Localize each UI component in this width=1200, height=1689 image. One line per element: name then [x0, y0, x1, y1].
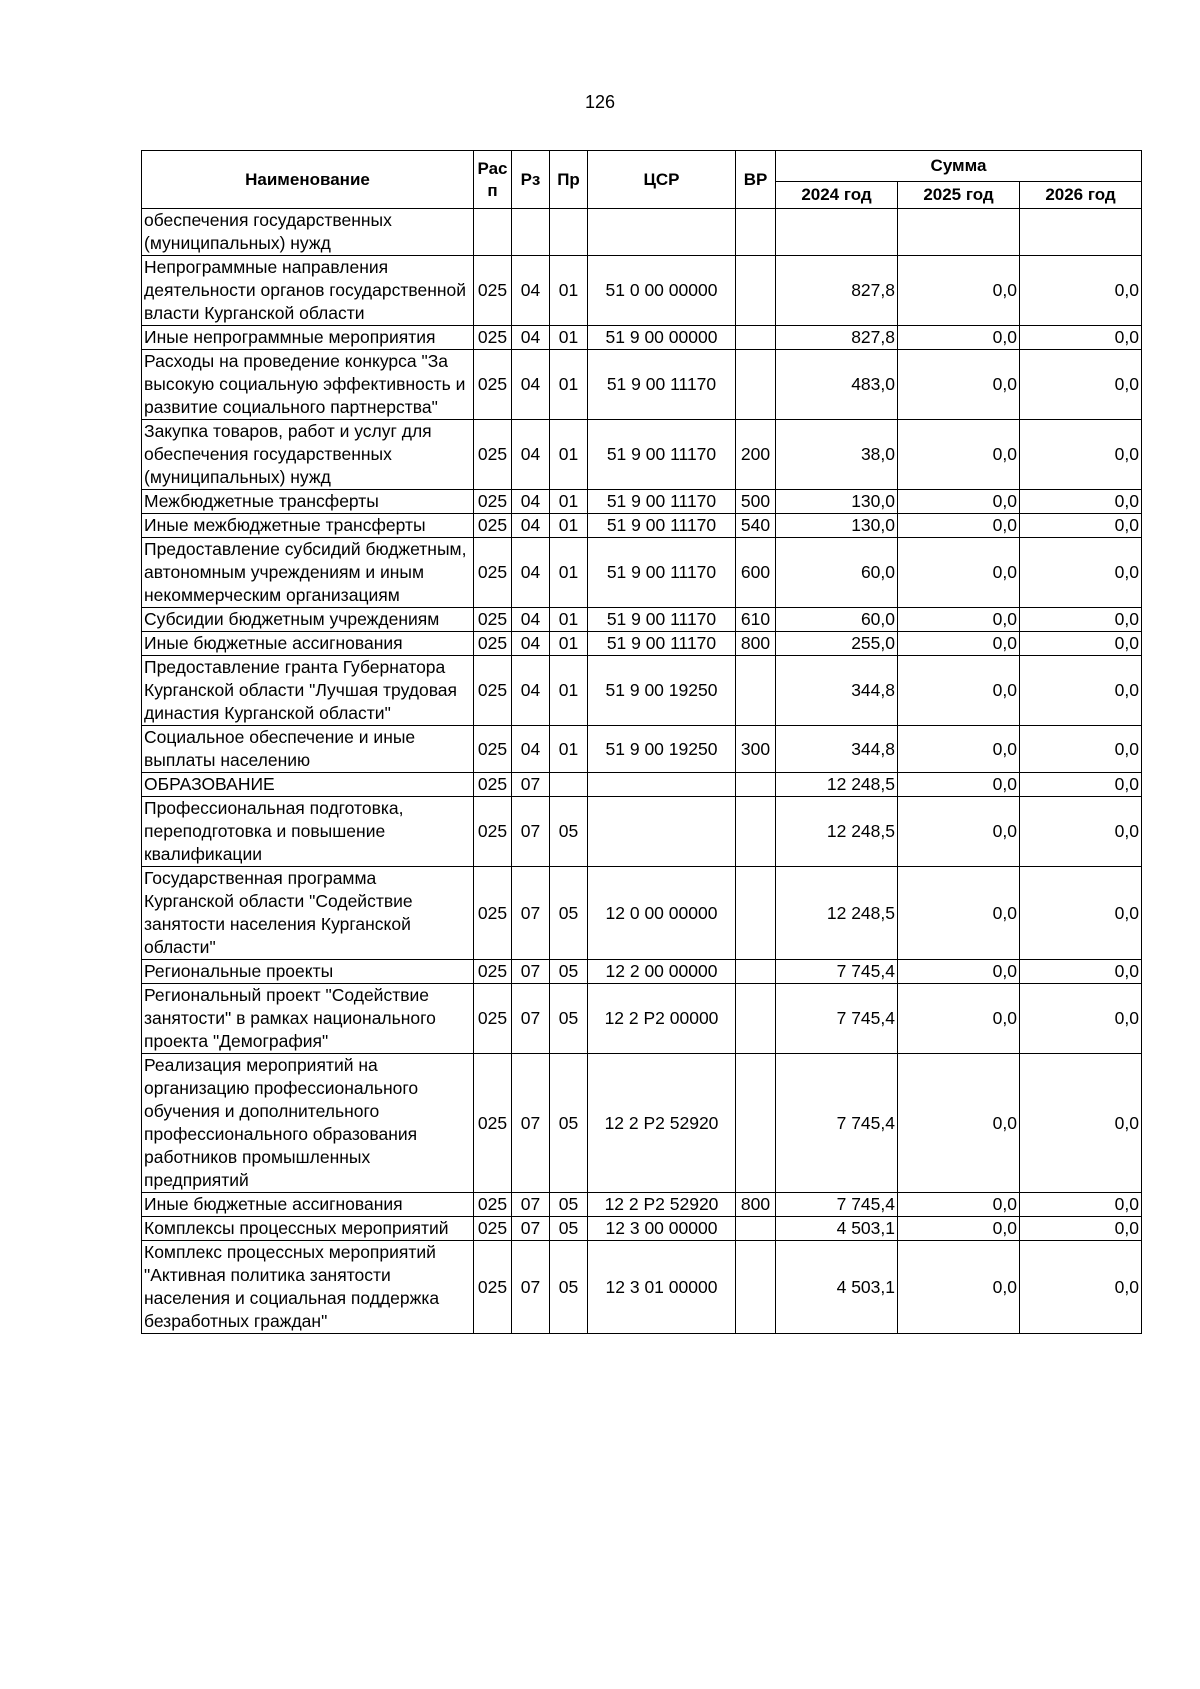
table-row — [142, 1054, 1142, 1193]
row-vr — [736, 960, 776, 984]
row-pr: 01 — [550, 256, 588, 326]
row-sum-2026: 0,0 — [1020, 960, 1142, 984]
row-pr: 01 — [550, 726, 588, 773]
row-rasp: 025 — [474, 656, 512, 726]
row-pr: 01 — [550, 514, 588, 538]
row-sum-2026: 0,0 — [1020, 350, 1142, 420]
row-name: Иные межбюджетные трансферты — [142, 514, 474, 538]
row-csr: 12 2 P2 52920 — [588, 1054, 736, 1193]
row-sum-2026: 0,0 — [1020, 538, 1142, 608]
row-pr: 05 — [550, 1217, 588, 1241]
table-row — [142, 1193, 1142, 1217]
row-name: Иные бюджетные ассигнования — [142, 1193, 474, 1217]
row-rz: 07 — [512, 773, 550, 797]
row-rz: 04 — [512, 326, 550, 350]
row-pr: 05 — [550, 1193, 588, 1217]
header-2026: 2026 год — [1020, 182, 1142, 209]
row-rz: 07 — [512, 984, 550, 1054]
row-sum-2026 — [1020, 209, 1142, 256]
table-row — [142, 632, 1142, 656]
row-name: Субсидии бюджетным учреждениям — [142, 608, 474, 632]
row-vr — [736, 1054, 776, 1193]
row-sum-2025: 0,0 — [898, 632, 1020, 656]
row-name: Закупка товаров, работ и услуг для обеспечения государственных (муниципальных) нужд — [142, 420, 474, 490]
row-sum-2026: 0,0 — [1020, 256, 1142, 326]
page-number: 126 — [584, 92, 616, 112]
row-name: Расходы на проведение конкурса "За высокую социальную эффективность и развитие социального партнерства" — [142, 350, 474, 420]
row-sum-2026: 0,0 — [1020, 514, 1142, 538]
row-vr — [736, 867, 776, 960]
row-vr: 300 — [736, 726, 776, 773]
row-csr: 51 9 00 11170 — [588, 632, 736, 656]
row-csr: 12 0 00 00000 — [588, 867, 736, 960]
header-rz: Рз — [512, 151, 550, 209]
row-name: Непрограммные направления деятельности органов государственной власти Курганской области — [142, 256, 474, 326]
row-sum-2025: 0,0 — [898, 350, 1020, 420]
row-rasp: 025 — [474, 1241, 512, 1334]
row-rz: 04 — [512, 538, 550, 608]
row-name: Предоставление субсидий бюджетным, автономным учреждениям и иным некоммерческим организациям — [142, 538, 474, 608]
row-sum-2026: 0,0 — [1020, 726, 1142, 773]
row-rz: 04 — [512, 632, 550, 656]
row-sum-2025: 0,0 — [898, 1193, 1020, 1217]
row-csr: 51 9 00 11170 — [588, 514, 736, 538]
row-sum-2024 — [776, 209, 898, 256]
row-sum-2025: 0,0 — [898, 1241, 1020, 1334]
row-sum-2025: 0,0 — [898, 1054, 1020, 1193]
table-row — [142, 538, 1142, 608]
row-pr: 01 — [550, 608, 588, 632]
row-rasp: 025 — [474, 350, 512, 420]
row-sum-2024: 344,8 — [776, 726, 898, 773]
row-pr: 01 — [550, 326, 588, 350]
row-rz: 04 — [512, 608, 550, 632]
row-csr: 12 3 00 00000 — [588, 1217, 736, 1241]
row-name: Предоставление гранта Губернатора Курганской области "Лучшая трудовая династия Курганской области" — [142, 656, 474, 726]
row-rz: 07 — [512, 1241, 550, 1334]
row-csr: 51 9 00 00000 — [588, 326, 736, 350]
row-name: Комплекс процессных мероприятий "Активная политика занятости населения и социальная поддержка безработных граждан" — [142, 1241, 474, 1334]
row-sum-2024: 60,0 — [776, 538, 898, 608]
row-rasp: 025 — [474, 1054, 512, 1193]
row-pr — [550, 773, 588, 797]
row-pr: 05 — [550, 960, 588, 984]
row-rasp: 025 — [474, 1217, 512, 1241]
header-name: Наименование — [142, 151, 474, 209]
row-vr: 800 — [736, 632, 776, 656]
row-rasp: 025 — [474, 867, 512, 960]
header-vr: ВР — [736, 151, 776, 209]
table-body — [142, 209, 1142, 1334]
budget-table — [141, 150, 1142, 1334]
row-sum-2025: 0,0 — [898, 490, 1020, 514]
row-rasp: 025 — [474, 984, 512, 1054]
header-rasp: Рас п — [474, 151, 512, 209]
row-name: Региональный проект "Содействие занятости" в рамках национального проекта "Демография" — [142, 984, 474, 1054]
row-rasp: 025 — [474, 256, 512, 326]
row-sum-2024: 7 745,4 — [776, 984, 898, 1054]
row-pr — [550, 209, 588, 256]
row-rz: 07 — [512, 1217, 550, 1241]
table-row — [142, 514, 1142, 538]
row-vr: 610 — [736, 608, 776, 632]
row-pr: 05 — [550, 1054, 588, 1193]
row-name: Иные непрограммные мероприятия — [142, 326, 474, 350]
row-sum-2026: 0,0 — [1020, 773, 1142, 797]
row-csr: 12 3 01 00000 — [588, 1241, 736, 1334]
row-sum-2026: 0,0 — [1020, 797, 1142, 867]
row-csr: 51 9 00 11170 — [588, 490, 736, 514]
row-sum-2024: 12 248,5 — [776, 867, 898, 960]
row-rz: 07 — [512, 1054, 550, 1193]
row-sum-2025: 0,0 — [898, 608, 1020, 632]
row-rasp: 025 — [474, 326, 512, 350]
row-sum-2025: 0,0 — [898, 420, 1020, 490]
row-sum-2026: 0,0 — [1020, 490, 1142, 514]
row-sum-2025: 0,0 — [898, 1217, 1020, 1241]
row-rasp: 025 — [474, 632, 512, 656]
row-vr: 200 — [736, 420, 776, 490]
row-rz: 04 — [512, 256, 550, 326]
row-sum-2025: 0,0 — [898, 960, 1020, 984]
row-sum-2026: 0,0 — [1020, 608, 1142, 632]
table-row — [142, 797, 1142, 867]
table-row — [142, 867, 1142, 960]
row-sum-2025: 0,0 — [898, 726, 1020, 773]
row-csr: 12 2 00 00000 — [588, 960, 736, 984]
row-name: Социальное обеспечение и иные выплаты населению — [142, 726, 474, 773]
row-vr — [736, 1241, 776, 1334]
row-sum-2024: 60,0 — [776, 608, 898, 632]
table-row — [142, 726, 1142, 773]
header-csr: ЦСР — [588, 151, 736, 209]
row-sum-2026: 0,0 — [1020, 656, 1142, 726]
row-sum-2024: 7 745,4 — [776, 960, 898, 984]
row-rasp: 025 — [474, 538, 512, 608]
row-rz: 04 — [512, 726, 550, 773]
table-row — [142, 960, 1142, 984]
row-sum-2025: 0,0 — [898, 984, 1020, 1054]
row-sum-2025: 0,0 — [898, 326, 1020, 350]
row-rasp: 025 — [474, 773, 512, 797]
row-sum-2024: 7 745,4 — [776, 1054, 898, 1193]
row-sum-2024: 38,0 — [776, 420, 898, 490]
row-rasp: 025 — [474, 797, 512, 867]
row-pr: 01 — [550, 656, 588, 726]
row-sum-2025: 0,0 — [898, 514, 1020, 538]
table-row — [142, 326, 1142, 350]
row-name: Межбюджетные трансферты — [142, 490, 474, 514]
row-sum-2026: 0,0 — [1020, 1193, 1142, 1217]
row-vr — [736, 350, 776, 420]
row-sum-2026: 0,0 — [1020, 632, 1142, 656]
header-sum: Сумма — [776, 151, 1142, 182]
row-sum-2024: 344,8 — [776, 656, 898, 726]
row-rz: 04 — [512, 514, 550, 538]
row-sum-2026: 0,0 — [1020, 984, 1142, 1054]
row-pr: 05 — [550, 797, 588, 867]
row-sum-2024: 130,0 — [776, 514, 898, 538]
row-name: ОБРАЗОВАНИЕ — [142, 773, 474, 797]
table-row — [142, 773, 1142, 797]
row-csr: 51 9 00 19250 — [588, 656, 736, 726]
row-vr: 500 — [736, 490, 776, 514]
row-sum-2024: 827,8 — [776, 326, 898, 350]
row-sum-2025: 0,0 — [898, 773, 1020, 797]
row-rz: 07 — [512, 797, 550, 867]
row-sum-2024: 827,8 — [776, 256, 898, 326]
table-row — [142, 1241, 1142, 1334]
row-rasp: 025 — [474, 608, 512, 632]
row-rz: 07 — [512, 867, 550, 960]
row-rz: 04 — [512, 420, 550, 490]
row-csr: 51 9 00 11170 — [588, 538, 736, 608]
row-name: Профессиональная подготовка, переподготовка и повышение квалификации — [142, 797, 474, 867]
row-sum-2025: 0,0 — [898, 656, 1020, 726]
row-sum-2026: 0,0 — [1020, 1217, 1142, 1241]
row-vr: 540 — [736, 514, 776, 538]
row-pr: 01 — [550, 632, 588, 656]
row-rasp: 025 — [474, 1193, 512, 1217]
row-sum-2025: 0,0 — [898, 797, 1020, 867]
row-name: Региональные проекты — [142, 960, 474, 984]
row-rasp: 025 — [474, 490, 512, 514]
row-csr — [588, 209, 736, 256]
row-csr — [588, 797, 736, 867]
row-csr: 51 9 00 11170 — [588, 420, 736, 490]
table-row — [142, 256, 1142, 326]
row-csr: 12 2 P2 00000 — [588, 984, 736, 1054]
row-vr — [736, 773, 776, 797]
table-row — [142, 420, 1142, 490]
row-rz: 07 — [512, 960, 550, 984]
row-sum-2026: 0,0 — [1020, 867, 1142, 960]
row-name: Комплексы процессных мероприятий — [142, 1217, 474, 1241]
row-vr — [736, 1217, 776, 1241]
row-rz: 04 — [512, 656, 550, 726]
row-rasp: 025 — [474, 420, 512, 490]
row-vr — [736, 256, 776, 326]
row-csr: 51 9 00 11170 — [588, 608, 736, 632]
row-csr: 12 2 P2 52920 — [588, 1193, 736, 1217]
row-vr: 800 — [736, 1193, 776, 1217]
row-rasp: 025 — [474, 514, 512, 538]
row-sum-2026: 0,0 — [1020, 1054, 1142, 1193]
row-sum-2024: 483,0 — [776, 350, 898, 420]
row-csr: 51 0 00 00000 — [588, 256, 736, 326]
row-name: Реализация мероприятий на организацию профессионального обучения и дополнительного профессионального образования работников промышленных предприятий — [142, 1054, 474, 1193]
row-sum-2025: 0,0 — [898, 256, 1020, 326]
table-row — [142, 656, 1142, 726]
row-csr: 51 9 00 19250 — [588, 726, 736, 773]
row-rasp: 025 — [474, 960, 512, 984]
row-vr — [736, 209, 776, 256]
row-sum-2024: 130,0 — [776, 490, 898, 514]
table-row — [142, 608, 1142, 632]
table-row — [142, 490, 1142, 514]
row-csr — [588, 773, 736, 797]
row-sum-2024: 12 248,5 — [776, 773, 898, 797]
row-sum-2025: 0,0 — [898, 538, 1020, 608]
header-pr: Пр — [550, 151, 588, 209]
row-sum-2025 — [898, 209, 1020, 256]
row-pr: 01 — [550, 350, 588, 420]
row-sum-2024: 4 503,1 — [776, 1241, 898, 1334]
table-row — [142, 350, 1142, 420]
row-pr: 01 — [550, 420, 588, 490]
row-vr — [736, 326, 776, 350]
row-name: обеспечения государственных (муниципальных) нужд — [142, 209, 474, 256]
row-sum-2024: 7 745,4 — [776, 1193, 898, 1217]
row-name: Иные бюджетные ассигнования — [142, 632, 474, 656]
row-pr: 05 — [550, 867, 588, 960]
row-name: Государственная программа Курганской области "Содействие занятости населения Курганской области" — [142, 867, 474, 960]
row-sum-2026: 0,0 — [1020, 1241, 1142, 1334]
row-pr: 05 — [550, 1241, 588, 1334]
row-sum-2026: 0,0 — [1020, 326, 1142, 350]
row-vr — [736, 656, 776, 726]
row-csr: 51 9 00 11170 — [588, 350, 736, 420]
table-row — [142, 1217, 1142, 1241]
table-row — [142, 984, 1142, 1054]
row-rasp — [474, 209, 512, 256]
row-sum-2025: 0,0 — [898, 867, 1020, 960]
row-sum-2024: 255,0 — [776, 632, 898, 656]
row-rz: 04 — [512, 350, 550, 420]
row-rz — [512, 209, 550, 256]
row-vr — [736, 797, 776, 867]
row-sum-2024: 4 503,1 — [776, 1217, 898, 1241]
table-row — [142, 209, 1142, 256]
row-vr: 600 — [736, 538, 776, 608]
row-pr: 01 — [550, 538, 588, 608]
row-sum-2026: 0,0 — [1020, 420, 1142, 490]
row-pr: 01 — [550, 490, 588, 514]
row-rz: 04 — [512, 490, 550, 514]
row-vr — [736, 984, 776, 1054]
row-rz: 07 — [512, 1193, 550, 1217]
header-2025: 2025 год — [898, 182, 1020, 209]
row-pr: 05 — [550, 984, 588, 1054]
row-rasp: 025 — [474, 726, 512, 773]
table-header — [142, 151, 1142, 209]
row-sum-2024: 12 248,5 — [776, 797, 898, 867]
header-2024: 2024 год — [776, 182, 898, 209]
